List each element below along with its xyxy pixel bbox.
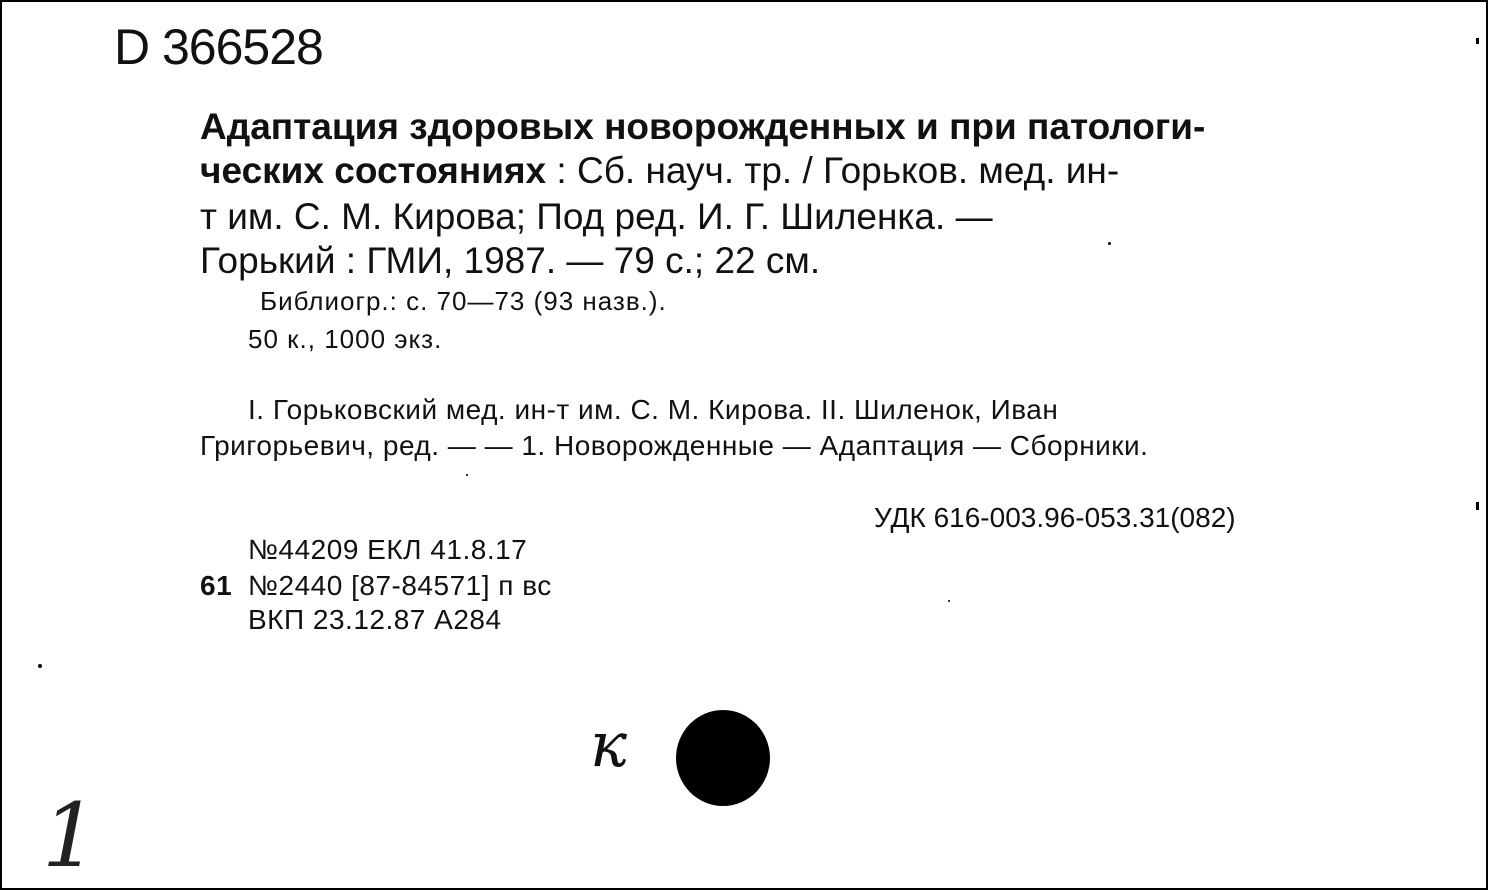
misc-line-3: ВКП 23.12.87 А284 [248, 604, 502, 635]
title-text: Адаптация здоровых новорожденных и при патологи- [200, 106, 1206, 147]
speck [1476, 38, 1479, 44]
title-line-2 [200, 150, 1119, 192]
title-line-3: т им. С. М. Кирова; Под ред. И. Г. Шиленка. — [200, 196, 993, 237]
bibliography-note: Библиогр.: с. 70—73 (93 назв.). [260, 286, 667, 316]
misc-line-1: №44209 ЕКЛ 41.8.17 [248, 534, 528, 565]
misc-line-2: №2440 [87-84571] п вс [248, 570, 552, 601]
title-line-1 [200, 106, 1205, 148]
price-note: 50 к., 1000 экз. [248, 324, 443, 354]
udk-code: УДК 616-003.96-053.31(082) [874, 502, 1236, 533]
handwritten-number: 1 [42, 784, 98, 887]
punch-dot [676, 710, 770, 806]
speck [948, 600, 950, 602]
handwritten-mark: к [590, 708, 628, 781]
speck [466, 474, 468, 476]
imprint-line: Горький : ГМИ, 1987. — 79 с.; 22 см. [200, 240, 821, 281]
side-number: 61 [200, 570, 233, 601]
tracing-line-2: Григорьевич, ред. — — 1. Новорожденные — Адаптация — Сборники. [200, 430, 1149, 461]
title-responsibility: : Сб. науч. тр. / Горьков. мед. ин- [546, 150, 1120, 191]
title-text-cont: ческих состояниях [200, 150, 547, 191]
tracing-line-1: I. Горьковский мед. ин-т им. С. М. Кирова. II. Шиленок, Иван [248, 394, 1059, 425]
speck [1108, 242, 1111, 245]
speck [38, 664, 42, 668]
speck [1476, 502, 1479, 510]
call-number: D 366528 [114, 19, 323, 75]
